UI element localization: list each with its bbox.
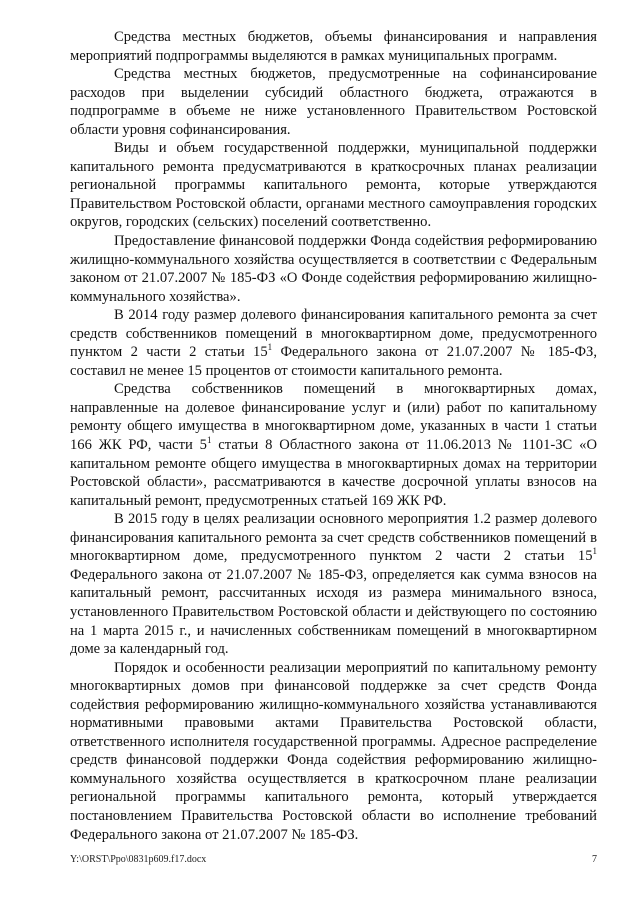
footer-file-path: Y:\ORST\Ppo\0831p609.f17.docx	[70, 854, 207, 865]
paragraph-owners-funds-text-a: Средства собственников помещений в многоквартирных домах, направленные на долевое финансирование услуг и (или) работ по капитальному ремонту общего имущества в многоквартирном доме, указанных в части 1 статьи 166 ЖК РФ, части 5	[70, 381, 597, 454]
superscript: 1	[267, 342, 273, 353]
document-body	[70, 28, 597, 844]
paragraph-2015-share-text-a: В 2015 году в целях реализации основного мероприятия 1.2 размер долевого финансирования капитального ремонта за счет средств собственников помещений в многоквартирном доме, предусмотренного пунктом 2 части 2 статьи 15	[70, 511, 597, 565]
paragraph-owners-funds-text-b: статьи 8 Областного закона от 11.06.2013 № 1101-ЗС «О капитальном ремонте общего имущества в многоквартирных домах на территории Ростовской области», рассматриваются в качестве досрочной уплаты взносов на капитальный ремонт, предусмотренных статьей 169 ЖК РФ.	[70, 437, 597, 509]
paragraph-fund-support: Предоставление финансовой поддержки Фонда содействия реформированию жилищно-коммунального хозяйства осуществляется в соответствии с Федеральным законом от 21.07.2007 № 185-ФЗ «О Фонде содействия реформированию жилищно-коммунального хозяйства».	[70, 233, 597, 305]
page-number: 7	[592, 854, 597, 865]
paragraph-2014-share	[70, 306, 597, 380]
paragraph-cofinancing: Средства местных бюджетов, предусмотренные на софинансирование расходов при выделении субсидий областного бюджета, отражаются в подпрограмме в объеме не ниже установленного Правительством Ростовской области уровня софинансирования.	[70, 66, 597, 138]
paragraph-2015-share	[70, 510, 597, 658]
paragraph-state-support: Виды и объем государственной поддержки, муниципальной поддержки капитального ремонта предусматриваются в краткосрочных планах реализации региональной программы капитального ремонта, которые утверждаются Правительством Ростовской области, органами местного самоуправления городских округов, городских (сельских) поселений соответственно.	[70, 140, 597, 231]
paragraph-2014-share-text-b: Федерального закона от 21.07.2007 № 185-ФЗ, составил не менее 15 процентов от стоимости капитального ремонта.	[70, 344, 597, 379]
paragraph-2014-share-text-a: В 2014 году размер долевого финансирования капитального ремонта за счет средств собственников помещений в многоквартирном доме, предусмотренного пунктом 2 части 2 статьи 15	[70, 307, 597, 361]
paragraph-2015-share-text-b: Федерального закона от 21.07.2007 № 185-ФЗ, определяется как сумма взносов на капитальный ремонт, рассчитанных исходя из размера минимального взноса, установленного Правительством Ростовской области и действующего по состоянию на 1 марта 2015 г., и начисленных собственникам помещений в многоквартирном доме за календарный год.	[70, 566, 597, 658]
paragraph-local-budgets: Средства местных бюджетов, объемы финансирования и направления мероприятий подпрограммы выделяются в рамках муниципальных программ.	[70, 29, 597, 64]
superscript: 1	[206, 435, 212, 446]
paragraph-procedure: Порядок и особенности реализации мероприятий по капитальному ремонту многоквартирных домов при финансовой поддержке за счет средств Фонда содействия реформированию жилищно-коммунального хозяйства устанавливаются нормативными правовыми актами Правительства Ростовской области, ответственного исполнителя государственной программы. Адресное распределение средств финансовой поддержки Фонда содействия реформированию жилищно-коммунального хозяйства осуществляется в краткосрочном плане реализации региональной программы капитального ремонта, который утверждается постановлением Правительства Ростовской области во исполнение требований Федерального закона от 21.07.2007 № 185-ФЗ.	[70, 659, 597, 843]
paragraph-owners-funds	[70, 380, 597, 510]
superscript: 1	[592, 546, 597, 557]
